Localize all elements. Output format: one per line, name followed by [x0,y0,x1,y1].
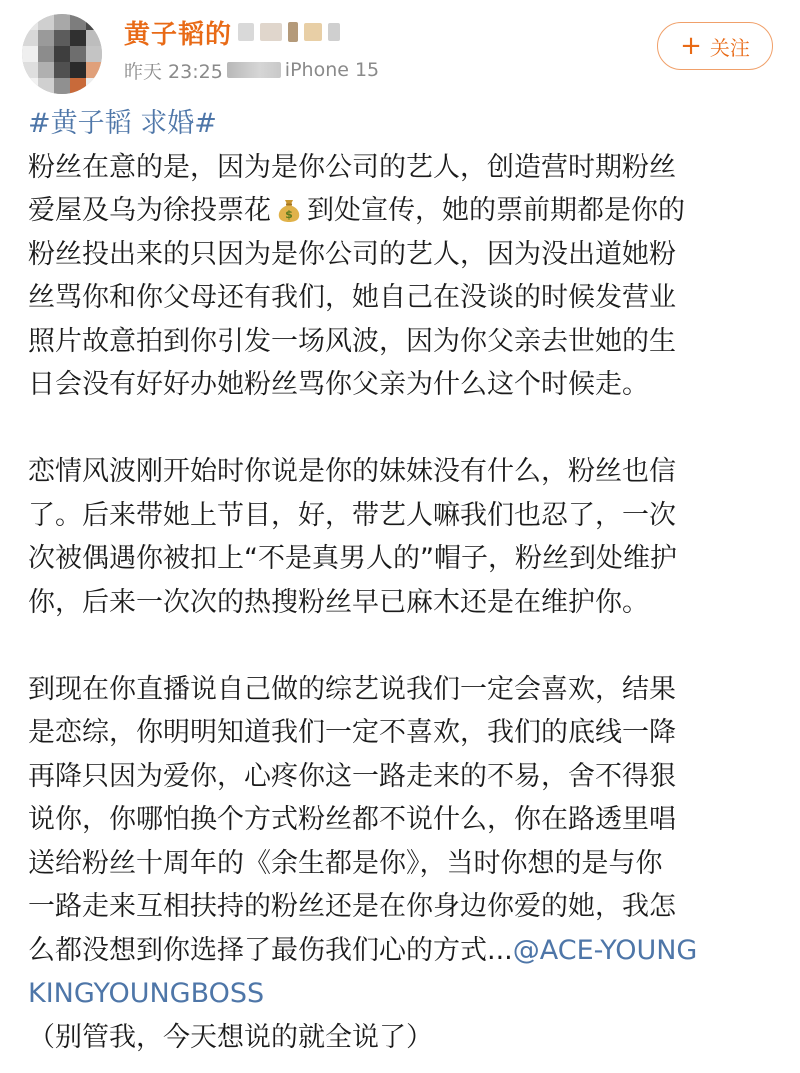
avatar-mosaic-tile [38,14,54,30]
post-body [28,102,780,1059]
avatar-mosaic-tile [22,14,38,30]
follow-label: 关注 [709,35,750,60]
avatar-mosaic-tile [70,46,86,62]
paragraph-3 [28,668,780,1060]
avatar-mosaic-tile [54,30,70,46]
avatar-mosaic-tile [86,30,102,46]
text-line: 送给粉丝十周年的《余生都是你》，当时你想的是与你 [28,847,663,879]
text-line: 次被偶遇你被扣上“不是真男人的”帽子，粉丝到处维护 [28,543,677,574]
text-line [28,189,780,233]
topic-tag[interactable]: #黄子韬 求婚# [28,108,217,139]
paragraph-gap [28,407,780,451]
avatar-mosaic-tile [86,78,102,94]
text-segment: 到处宣传，她的票前期都是你的 [307,195,685,226]
text-line: 照片故意拍到你引发一场风波，因为你父亲去世她的生 [28,325,676,357]
text-segment: 么都没想到你选择了最伤我们心的方式... [28,934,513,966]
redacted-username-tail [238,22,346,42]
text-line: 日会没有好好办她粉丝骂你父亲为什么这个时候走。 [28,369,649,400]
avatar-mosaic-tile [54,46,70,62]
avatar-mosaic-tile [38,62,54,78]
follow-button[interactable] [657,22,773,70]
avatar-mosaic-tile [22,62,38,78]
text-line: 一路走来互相扶持的粉丝还是在你身边你爱的她，我怎 [28,891,676,922]
money-bag-icon [275,196,303,224]
paragraph-2 [28,450,780,624]
text-line: 再降只因为爱你，心疼你这一路走来的不易，舍不得狠 [28,760,676,792]
avatar[interactable] [22,14,102,94]
plus-icon: + [680,31,702,61]
avatar-mosaic-tile [38,78,54,94]
text-line [28,929,780,973]
device-label: iPhone 15 [284,59,380,81]
text-line: 是恋综，你明明知道我们一定不喜欢，我们的底线一降 [28,717,676,748]
paragraph-gap [28,624,780,668]
username-row [124,14,346,50]
avatar-mosaic-tile [70,62,86,78]
avatar-mosaic-tile [70,14,86,30]
avatar-mosaic-tile [70,78,86,94]
text-segment: 爱屋及乌为徐投票花 [28,195,271,226]
avatar-mosaic-tile [38,46,54,62]
text-line: 恋情风波刚开始时你说是你的妹妹没有什么，粉丝也信 [28,456,676,487]
paragraph-1 [28,146,780,407]
avatar-mosaic-tile [86,46,102,62]
redacted-source [227,62,281,78]
text-line: 粉丝投出来的只因为是你公司的艺人，因为没出道她粉 [28,238,676,270]
avatar-mosaic-tile [86,14,102,30]
avatar-mosaic-tile [22,30,38,46]
post-meta [124,56,379,84]
mention-link[interactable]: @ACE-YOUNG [512,934,698,966]
text-line: 说你，你哪怕换个方式粉丝都不说什么，你在路透里唱 [28,804,676,835]
closing-line: （别管我，今天想说的就全说了） [28,1021,433,1053]
avatar-mosaic-tile [86,62,102,78]
text-line: 到现在你直播说自己做的综艺说我们一定会喜欢，结果 [28,673,676,705]
timestamp: 昨天 23:25 [124,60,223,83]
username[interactable]: 黄子韬的 [124,19,233,50]
avatar-mosaic-tile [54,14,70,30]
avatar-mosaic-tile [22,78,38,94]
avatar-mosaic-tile [54,62,70,78]
avatar-mosaic-tile [70,30,86,46]
topic-line [28,102,780,146]
avatar-mosaic-tile [54,78,70,94]
text-line: 丝骂你和你父母还有我们，她自己在没谈的时候发营业 [28,282,676,313]
avatar-mosaic-tile [38,30,54,46]
avatar-mosaic-tile [22,46,38,62]
svg-text:$: $ [285,208,293,221]
text-line: 粉丝在意的是，因为是你公司的艺人，创造营时期粉丝 [28,151,676,183]
mention-link-continued[interactable]: KINGYOUNGBOSS [28,978,265,1009]
text-line: 你，后来一次次的热搜粉丝早已麻木还是在维护你。 [28,586,649,618]
post-header [0,0,800,100]
text-line: 了。后来带她上节目，好，带艺人嘛我们也忍了，一次 [28,499,676,531]
text-line [28,972,780,1016]
